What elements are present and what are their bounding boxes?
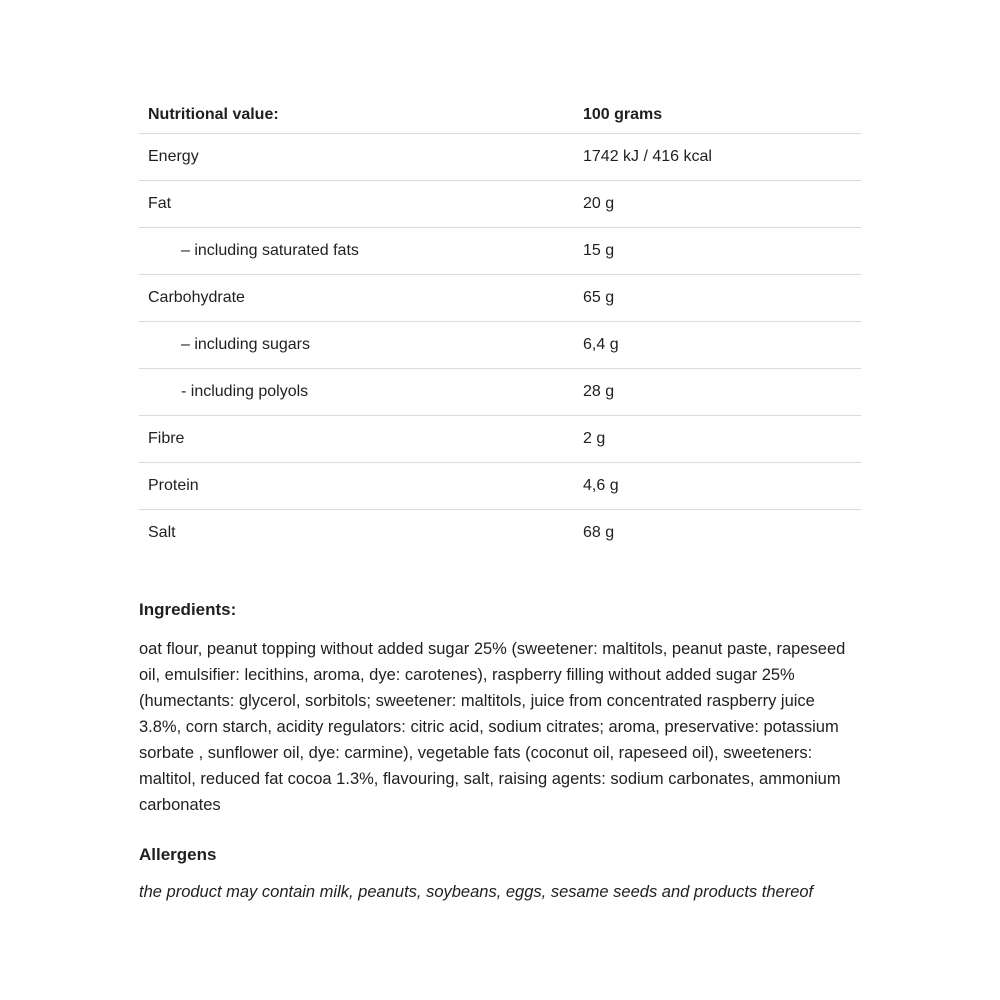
nutrient-label: Salt [148, 524, 176, 541]
nutrient-value: 20 g [583, 195, 615, 212]
nutrition-table-header [139, 96, 861, 134]
nutrient-label: – including sugars [181, 336, 310, 353]
nutrient-label: Carbohydrate [148, 289, 245, 306]
table-row [139, 463, 861, 510]
allergens-text: the product may contain milk, peanuts, soybeans, eggs, sesame seeds and products thereof [139, 883, 814, 901]
nutrient-label: - including polyols [181, 383, 309, 400]
nutrient-value: 1742 kJ / 416 kcal [583, 148, 712, 165]
nutrient-value: 68 g [583, 524, 615, 541]
nutrition-table [139, 96, 861, 556]
nutrient-value: 15 g [583, 242, 615, 259]
nutrition-table-body [139, 134, 861, 556]
table-row [139, 322, 861, 369]
nutrient-label: – including saturated fats [181, 242, 359, 259]
nutrition-header-label: Nutritional value: [148, 105, 279, 123]
nutrient-value: 4,6 g [583, 477, 619, 494]
nutrient-value: 65 g [583, 289, 615, 306]
ingredients-text: oat flour, peanut topping without added sugar 25% (sweetener: maltitols, peanut paste, rapeseed oil, emulsifier: lecithins, aroma, dye: carotenes), raspberry filling without added sugar 25% (humectants: glycerol, sorbitols; sweetener: maltitols, juice from concentrated raspberry juice 3.8%, corn starch, acidity regulators: citric acid, sodium citrates; aroma, preservative: potassium sorbate , sunflower oil, dye: carmine), vegetable fats (coconut oil, rapeseed oil), sweeteners: maltitol, reduced fat cocoa 1.3%, flavouring, salt, raising agents: sodium carbonates, ammonium carbonates [139, 640, 846, 814]
product-info-section [139, 96, 861, 905]
table-row [139, 275, 861, 322]
table-row [139, 416, 861, 463]
table-row [139, 181, 861, 228]
nutrient-label: Protein [148, 477, 199, 494]
table-row [139, 228, 861, 275]
nutrient-value: 28 g [583, 383, 615, 400]
allergens-heading: Allergens [139, 845, 217, 864]
nutrient-label: Fibre [148, 430, 185, 447]
nutrition-header-amount: 100 grams [583, 105, 663, 123]
table-row [139, 510, 861, 556]
nutrient-value: 2 g [583, 430, 606, 447]
table-row [139, 134, 861, 181]
nutrient-value: 6,4 g [583, 336, 619, 353]
nutrient-label: Fat [148, 195, 172, 212]
nutrient-label: Energy [148, 148, 199, 165]
ingredients-heading: Ingredients: [139, 600, 237, 619]
table-row [139, 369, 861, 416]
